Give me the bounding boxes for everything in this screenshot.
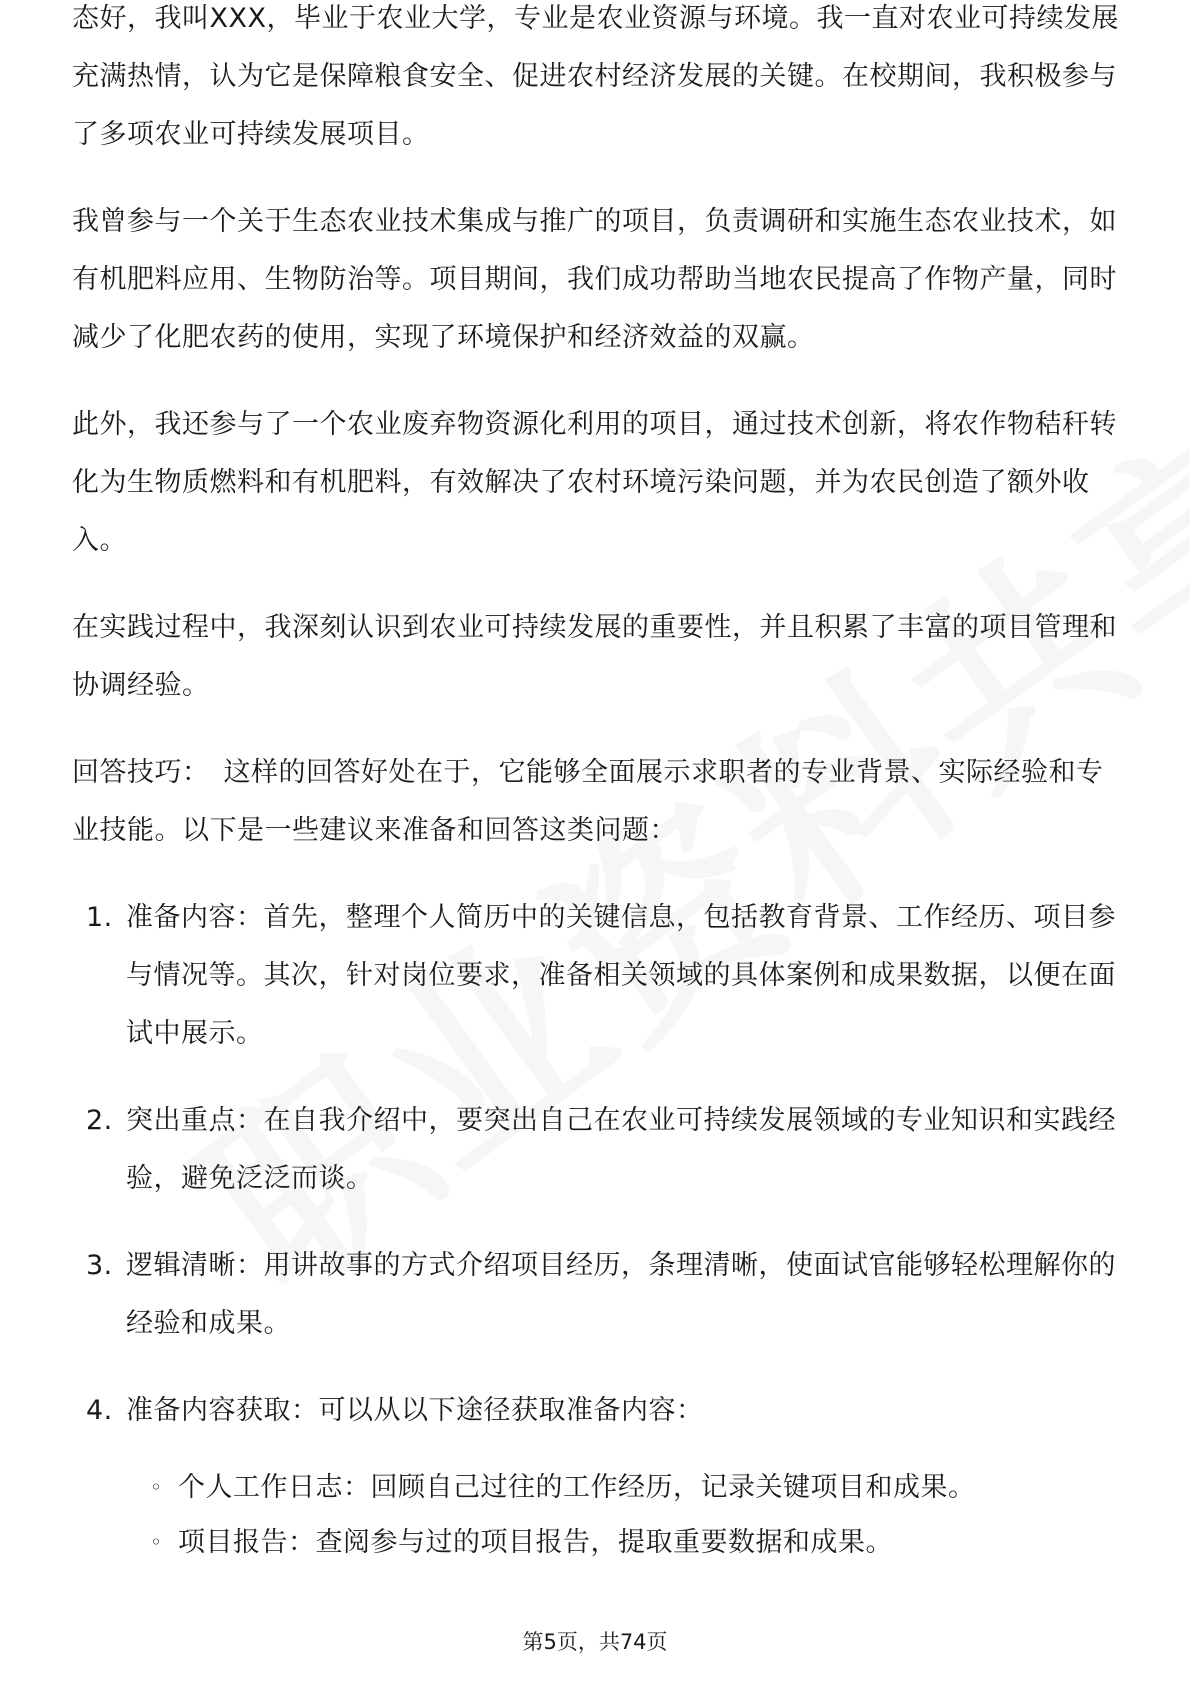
list-number: 2. [86,1105,113,1136]
list-item-text: 突出重点：在自我介绍中，要突出自己在农业可持续发展领域的专业知识和实践经验，避免泛泛而谈。 [126,1105,1116,1194]
list-item-text: 准备内容：首先，整理个人简历中的关键信息，包括教育背景、工作经历、项目参与情况等。其次，针对岗位要求，准备相关领域的具体案例和成果数据，以便在面试中展示。 [126,902,1116,1049]
project-waste-paragraph: 此外，我还参与了一个农业废弃物资源化利用的项目，通过技术创新，将农作物秸秆转化为生物质燃料和有机肥料，有效解决了农村环境污染问题，并为农民创造了额外收入。 [72,409,1117,556]
document-body [72,3,1122,1599]
list-number: 3. [86,1250,113,1281]
intro-paragraph: 态好，我叫XXX，毕业于农业大学，专业是农业资源与环境。我一直对农业可持续发展充满热情，认为它是保障粮食安全、促进农村经济发展的关键。在校期间，我积极参与了多项农业可持续发展项目。 [72,3,1119,150]
summary-paragraph: 在实践过程中，我深刻认识到农业可持续发展的重要性，并且积累了丰富的项目管理和协调经验。 [72,612,1117,701]
sub-list [126,1460,1122,1570]
circle-bullet-icon: ◦ [150,1475,163,1499]
project-ecological-paragraph: 我曾参与一个关于生态农业技术集成与推广的项目，负责调研和实施生态农业技术，如有机肥料应用、生物防治等。项目期间，我们成功帮助当地农民提高了作物产量，同时减少了化肥农药的使用，实现了环境保护和经济效益的双赢。 [72,206,1117,353]
list-item-text: 逻辑清晰：用讲故事的方式介绍项目经历，条理清晰，使面试官能够轻松理解你的经验和成果。 [126,1250,1116,1339]
list-item [72,1382,1122,1570]
page-number-footer: 第5页，共74页 [522,1630,668,1654]
sub-list-item-text: 个人工作日志：回顾自己过往的工作经历，记录关键项目和成果。 [178,1472,976,1503]
tips-intro: 这样的回答好处在于，它能够全面展示求职者的专业背景、实际经验和专业技能。以下是一些建议来准备和回答这类问题： [72,757,1104,846]
list-item [72,1237,1122,1353]
list-item [72,1092,1122,1208]
list-item-text: 准备内容获取：可以从以下途径获取准备内容： [126,1395,704,1426]
sub-list-item-text: 项目报告：查阅参与过的项目报告，提取重要数据和成果。 [178,1527,893,1558]
list-number: 1. [86,902,113,933]
tips-label: 回答技巧： [72,757,210,788]
sub-list-item [126,1515,1122,1570]
list-item [72,889,1122,1063]
list-number: 4. [86,1395,113,1426]
tips-paragraph [72,744,1122,860]
tips-list [72,889,1122,1570]
circle-bullet-icon: ◦ [150,1530,163,1554]
sub-list-item [126,1460,1122,1515]
